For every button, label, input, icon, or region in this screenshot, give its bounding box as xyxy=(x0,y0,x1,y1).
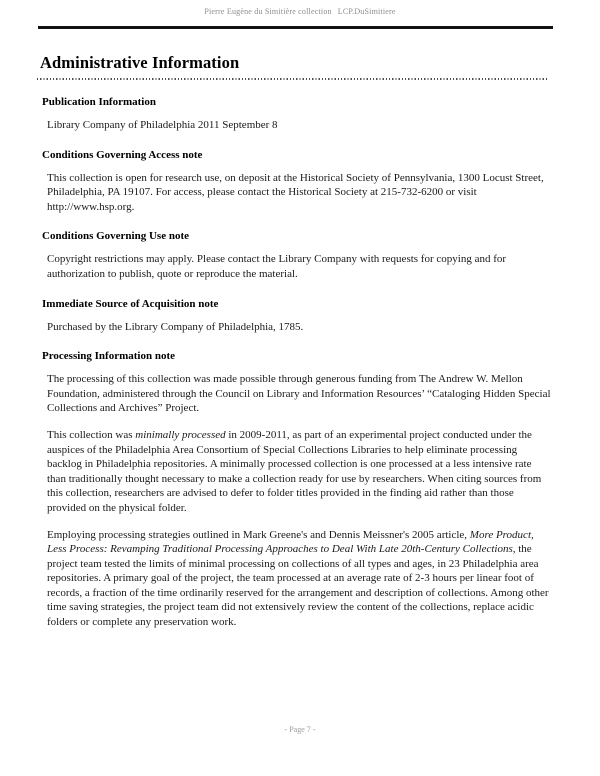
text-run: in 2009-2011, as part of an experimental project conducted under the auspices of the Philadelphia Area Consortium of Special Collections Libraries to help eliminate processing backlog in Philadelphia repositories. A minimally processed collection is one processed at a less intensive rate than traditionally thought necessary to make a collection ready for use by researchers. When citing sources from this collection, researchers are advised to defer to folder titles provided in the finding aid rather than those provided on the physical folder. xyxy=(47,428,542,514)
dotted-divider xyxy=(37,78,548,80)
header-rule xyxy=(38,26,553,29)
running-footer xyxy=(0,725,600,735)
text-run: Library Company of Philadelphia 2011 September 8 xyxy=(47,119,278,131)
text-run: This collection was xyxy=(47,428,136,441)
section-heading: Conditions Governing Access note xyxy=(42,148,203,161)
section-paragraph xyxy=(47,428,552,516)
document-section xyxy=(40,149,554,215)
section-paragraph xyxy=(47,528,552,630)
text-run: , the project team tested the limits of minimal processing on collections of all types and ages, in 23 Philadelphia area repositories. A primary goal of the project, the team processed at an average rate of 2-3 hours per linear foot of records, a fraction of the time ordinarily reserved for the arrangement and description of collections. Among other time saving strategies, the project team did not extensively review the content of the collections, replace acidic folders or complete any preservation work. xyxy=(47,543,549,629)
section-heading: Conditions Governing Use note xyxy=(42,230,189,243)
section-paragraph xyxy=(47,171,552,215)
header-collection-id: LCP.DuSimitiere xyxy=(337,7,396,16)
text-run: Purchased by the Library Company of Philadelphia, 1785. xyxy=(47,320,304,333)
section-paragraph xyxy=(47,118,552,133)
section-paragraph xyxy=(47,372,552,416)
section-heading: Processing Information note xyxy=(42,350,176,363)
text-run: This collection is open for research use, on deposit at the Historical Society of Pennsylvania, 1300 Locust Street, Philadelphia, PA 19107. For access, please contact the Historical Society at 215-732-6200 or visit http://www.hsp.org. xyxy=(47,171,544,213)
page-title: Administrative Information xyxy=(40,53,240,72)
page-content xyxy=(0,53,600,630)
text-run: Employing processing strategies outlined in Mark Greene's and Dennis Meissner's 2005 article, xyxy=(47,528,470,541)
header-collection-title: Pierre Eugène du Simitière collection xyxy=(204,7,332,16)
section-heading: Immediate Source of Acquisition note xyxy=(42,297,219,310)
italic-text-run: minimally processed xyxy=(135,428,226,441)
section-paragraph xyxy=(47,320,552,335)
document-section xyxy=(40,96,554,133)
text-run: The processing of this collection was made possible through generous funding from The Andrew W. Mellon Foundation, administered through the Council on Library and Information Resources’ “Cataloging Hidden Special Collections and Archives” Project. xyxy=(47,373,551,415)
document-section xyxy=(40,298,554,335)
document-section xyxy=(40,230,554,281)
text-run: Copyright restrictions may apply. Please contact the Library Company with requests for copying and for authorization to publish, quote or reproduce the material. xyxy=(47,253,507,280)
italic-text-run: More Product, Less Process: Revamping Traditional Processing Approaches to Deal With Late 20th-Century Collections xyxy=(47,528,534,556)
section-heading: Publication Information xyxy=(42,96,156,108)
section-paragraph xyxy=(47,252,552,281)
document-section xyxy=(40,350,554,630)
sections-container xyxy=(40,96,554,630)
running-header xyxy=(0,7,600,17)
page-number: - Page 7 - xyxy=(284,725,316,734)
